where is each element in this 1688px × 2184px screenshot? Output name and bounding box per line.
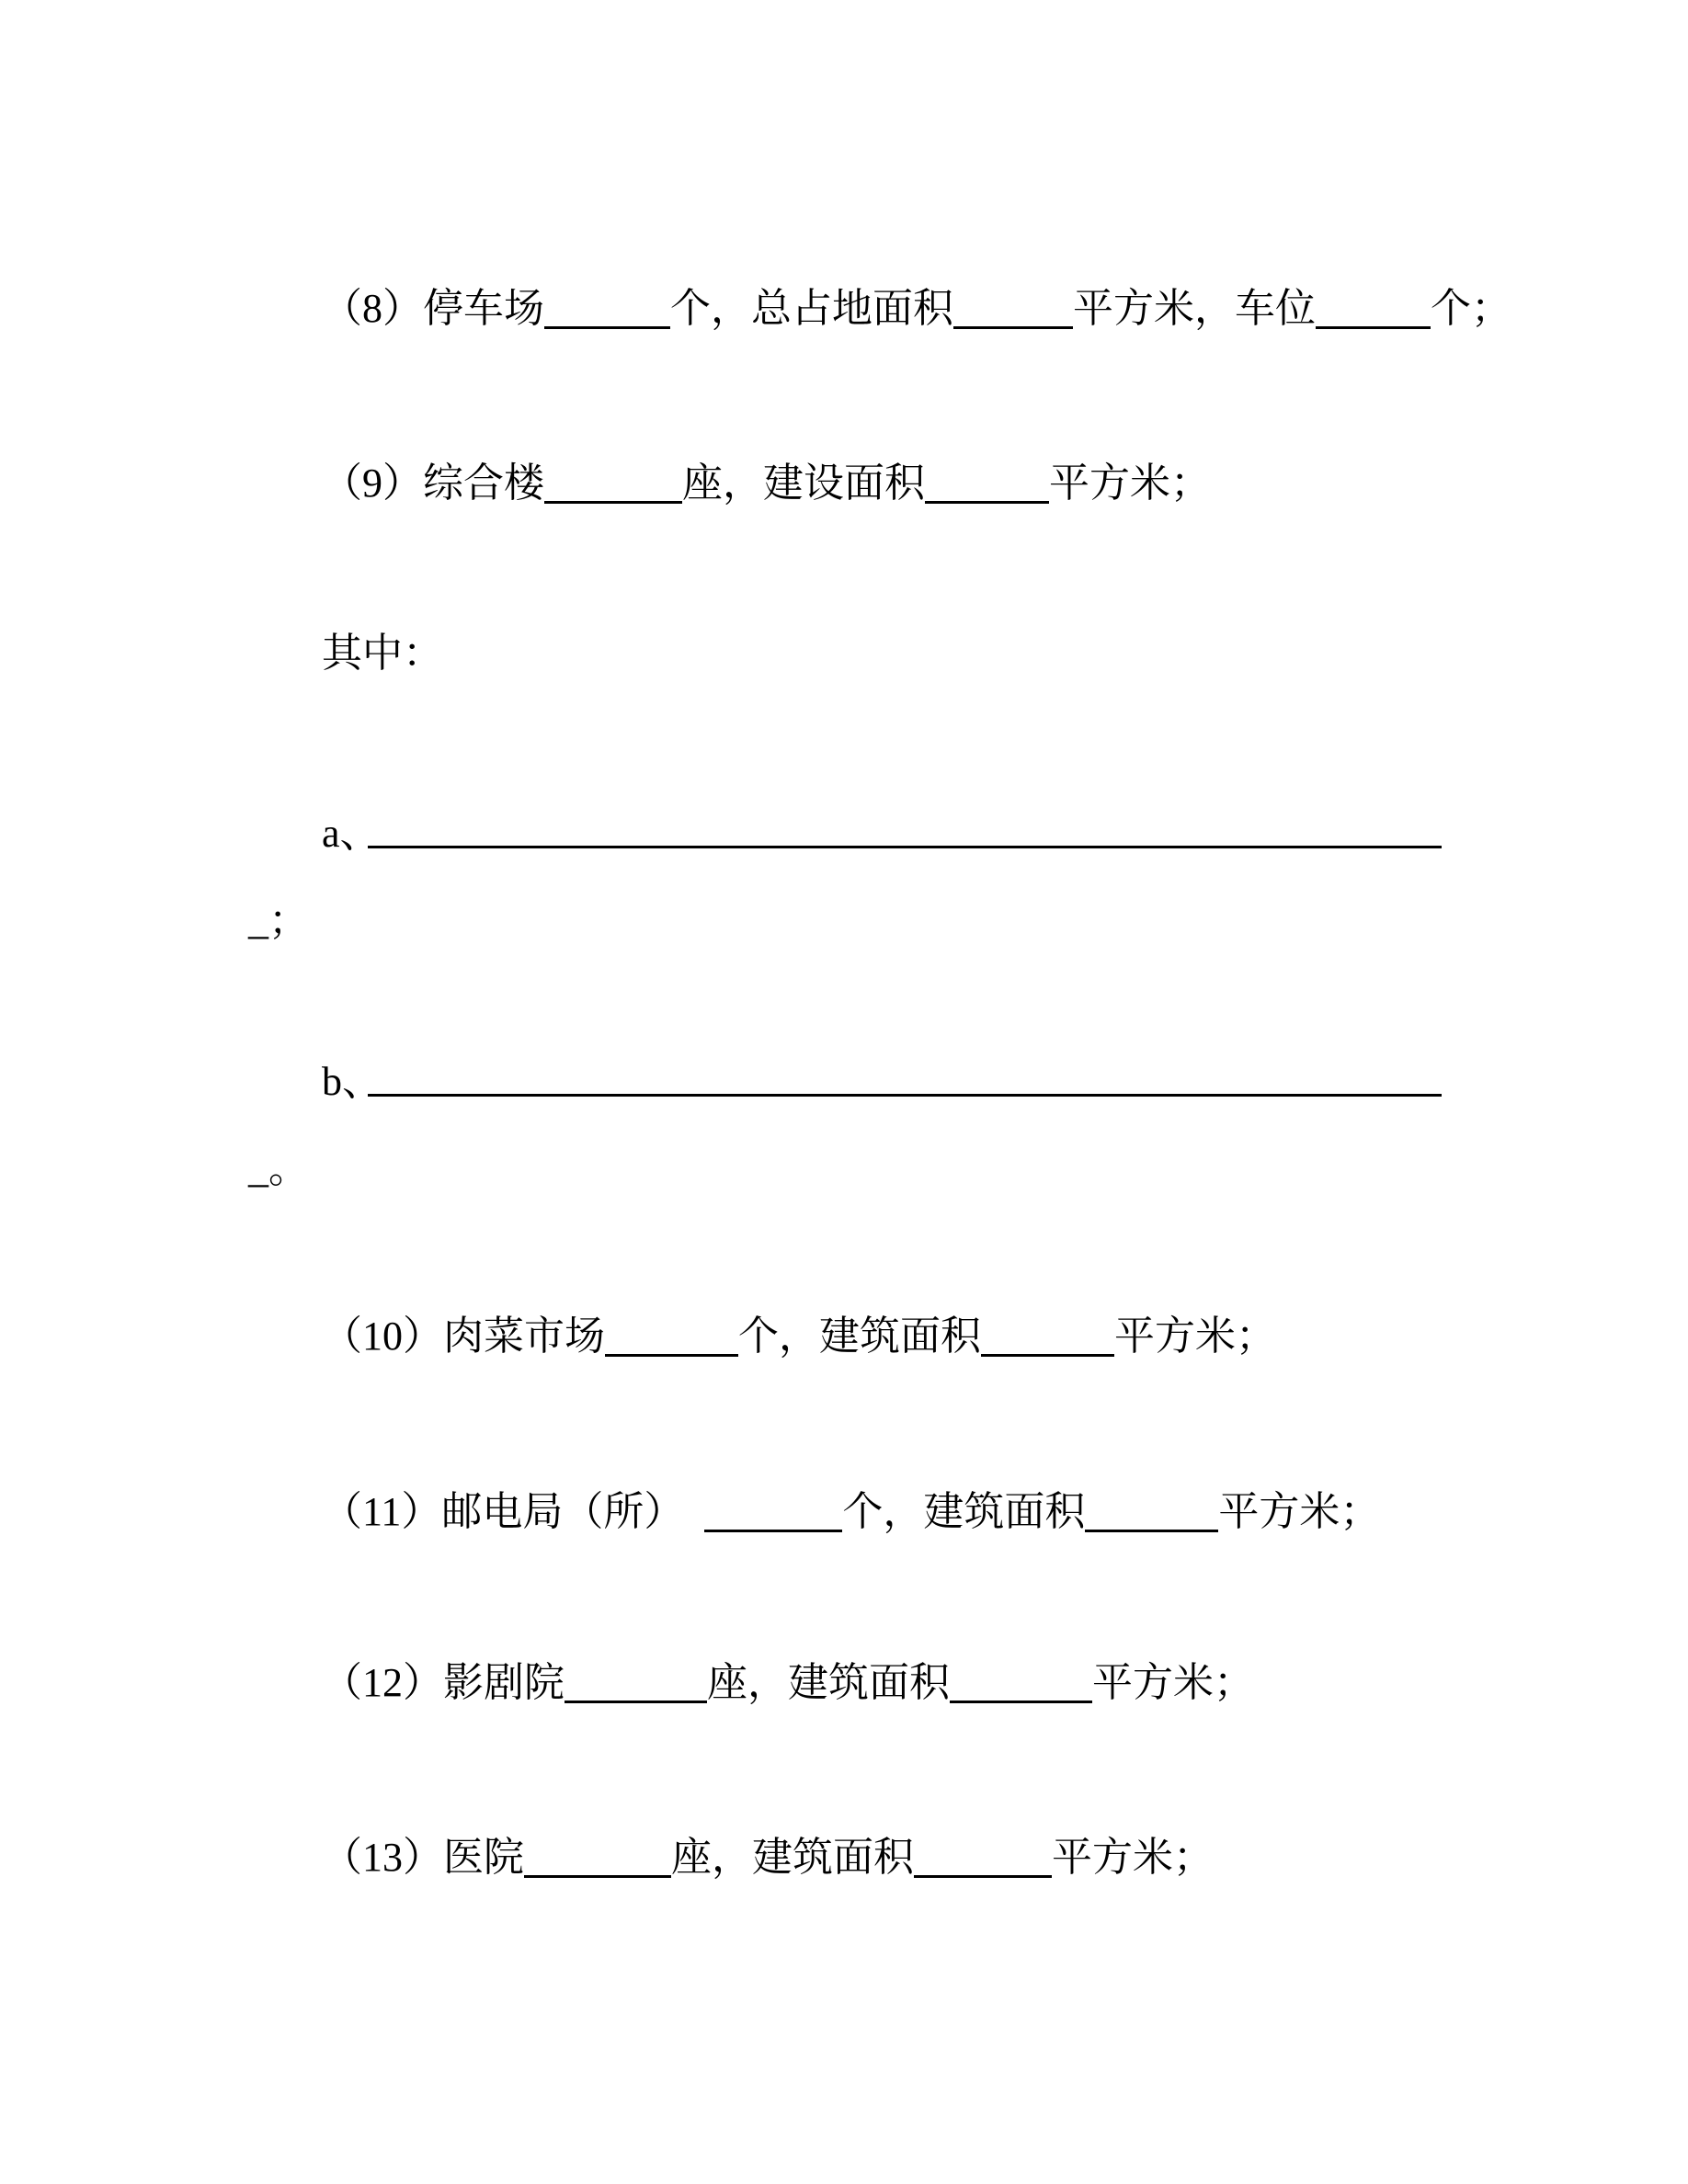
text-segment: 座，建设面积 [682,461,925,506]
blank-complex-building-area[interactable] [925,461,1049,504]
document-content [248,0,1511,1901]
blank-post-office-count[interactable] [704,1489,842,1532]
line-cont-a [248,877,1442,964]
blank-theater-area[interactable] [950,1660,1092,1703]
line-item-b [248,1038,1442,1125]
blank-hospital-area[interactable] [914,1835,1052,1878]
text-segment: 其中： [322,631,443,676]
text-segment: 平方米； [1218,1489,1381,1534]
line-item-a [248,790,1442,877]
line-item-11 [248,1468,1442,1555]
line-item-12 [248,1639,1442,1726]
line-cont-b [248,1125,1442,1212]
line-item-9 [248,439,1442,527]
blank-detail-a[interactable] [368,846,1442,848]
text-segment: （11）邮电局（所） [322,1489,685,1534]
list-marker-item-a: a、 [322,811,381,856]
blank-parking-total-area[interactable] [953,286,1073,329]
blank-food-market-area[interactable] [981,1314,1114,1357]
text-segment: 个，总占地面积 [670,286,953,331]
blank-theater-count[interactable] [565,1660,707,1703]
text-segment: 平方米，车位 [1073,286,1316,331]
blank-detail-b[interactable] [368,1094,1442,1097]
list-marker-item-b: b、 [322,1059,382,1104]
text-segment: （9）综合楼 [322,461,544,506]
blank-hospital-count[interactable] [524,1835,671,1878]
blank-food-market-count[interactable] [605,1314,738,1357]
blank-parking-lot-count[interactable] [544,286,670,329]
text-segment: 平方米； [1092,1660,1254,1705]
line-item-13 [248,1814,1442,1901]
continuation-text-cont-b: _。 [248,1146,309,1191]
line-qizhong [248,609,1442,697]
text-segment: 平方米； [1052,1835,1214,1880]
text-segment: 平方米； [1049,461,1211,506]
text-segment: 平方米； [1114,1314,1276,1359]
text-segment: （12）影剧院 [322,1660,565,1705]
text-segment: 座，建筑面积 [671,1835,914,1880]
text-segment: 个； [1431,286,1511,331]
blank-parking-space-count[interactable] [1316,286,1431,329]
line-item-8 [248,265,1511,352]
text-segment: （8）停车场 [322,286,544,331]
text-segment: 个，建筑面积 [842,1489,1086,1534]
text-segment: 座，建筑面积 [707,1660,950,1705]
blank-complex-building-count[interactable] [544,461,682,504]
blank-post-office-area[interactable] [1085,1489,1218,1532]
text-segment: （10）肉菜市场 [322,1314,605,1359]
text-segment: 个，建筑面积 [738,1314,981,1359]
line-item-10 [248,1292,1442,1380]
text-segment: （13）医院 [322,1835,524,1880]
continuation-text-cont-a: _； [248,898,309,943]
